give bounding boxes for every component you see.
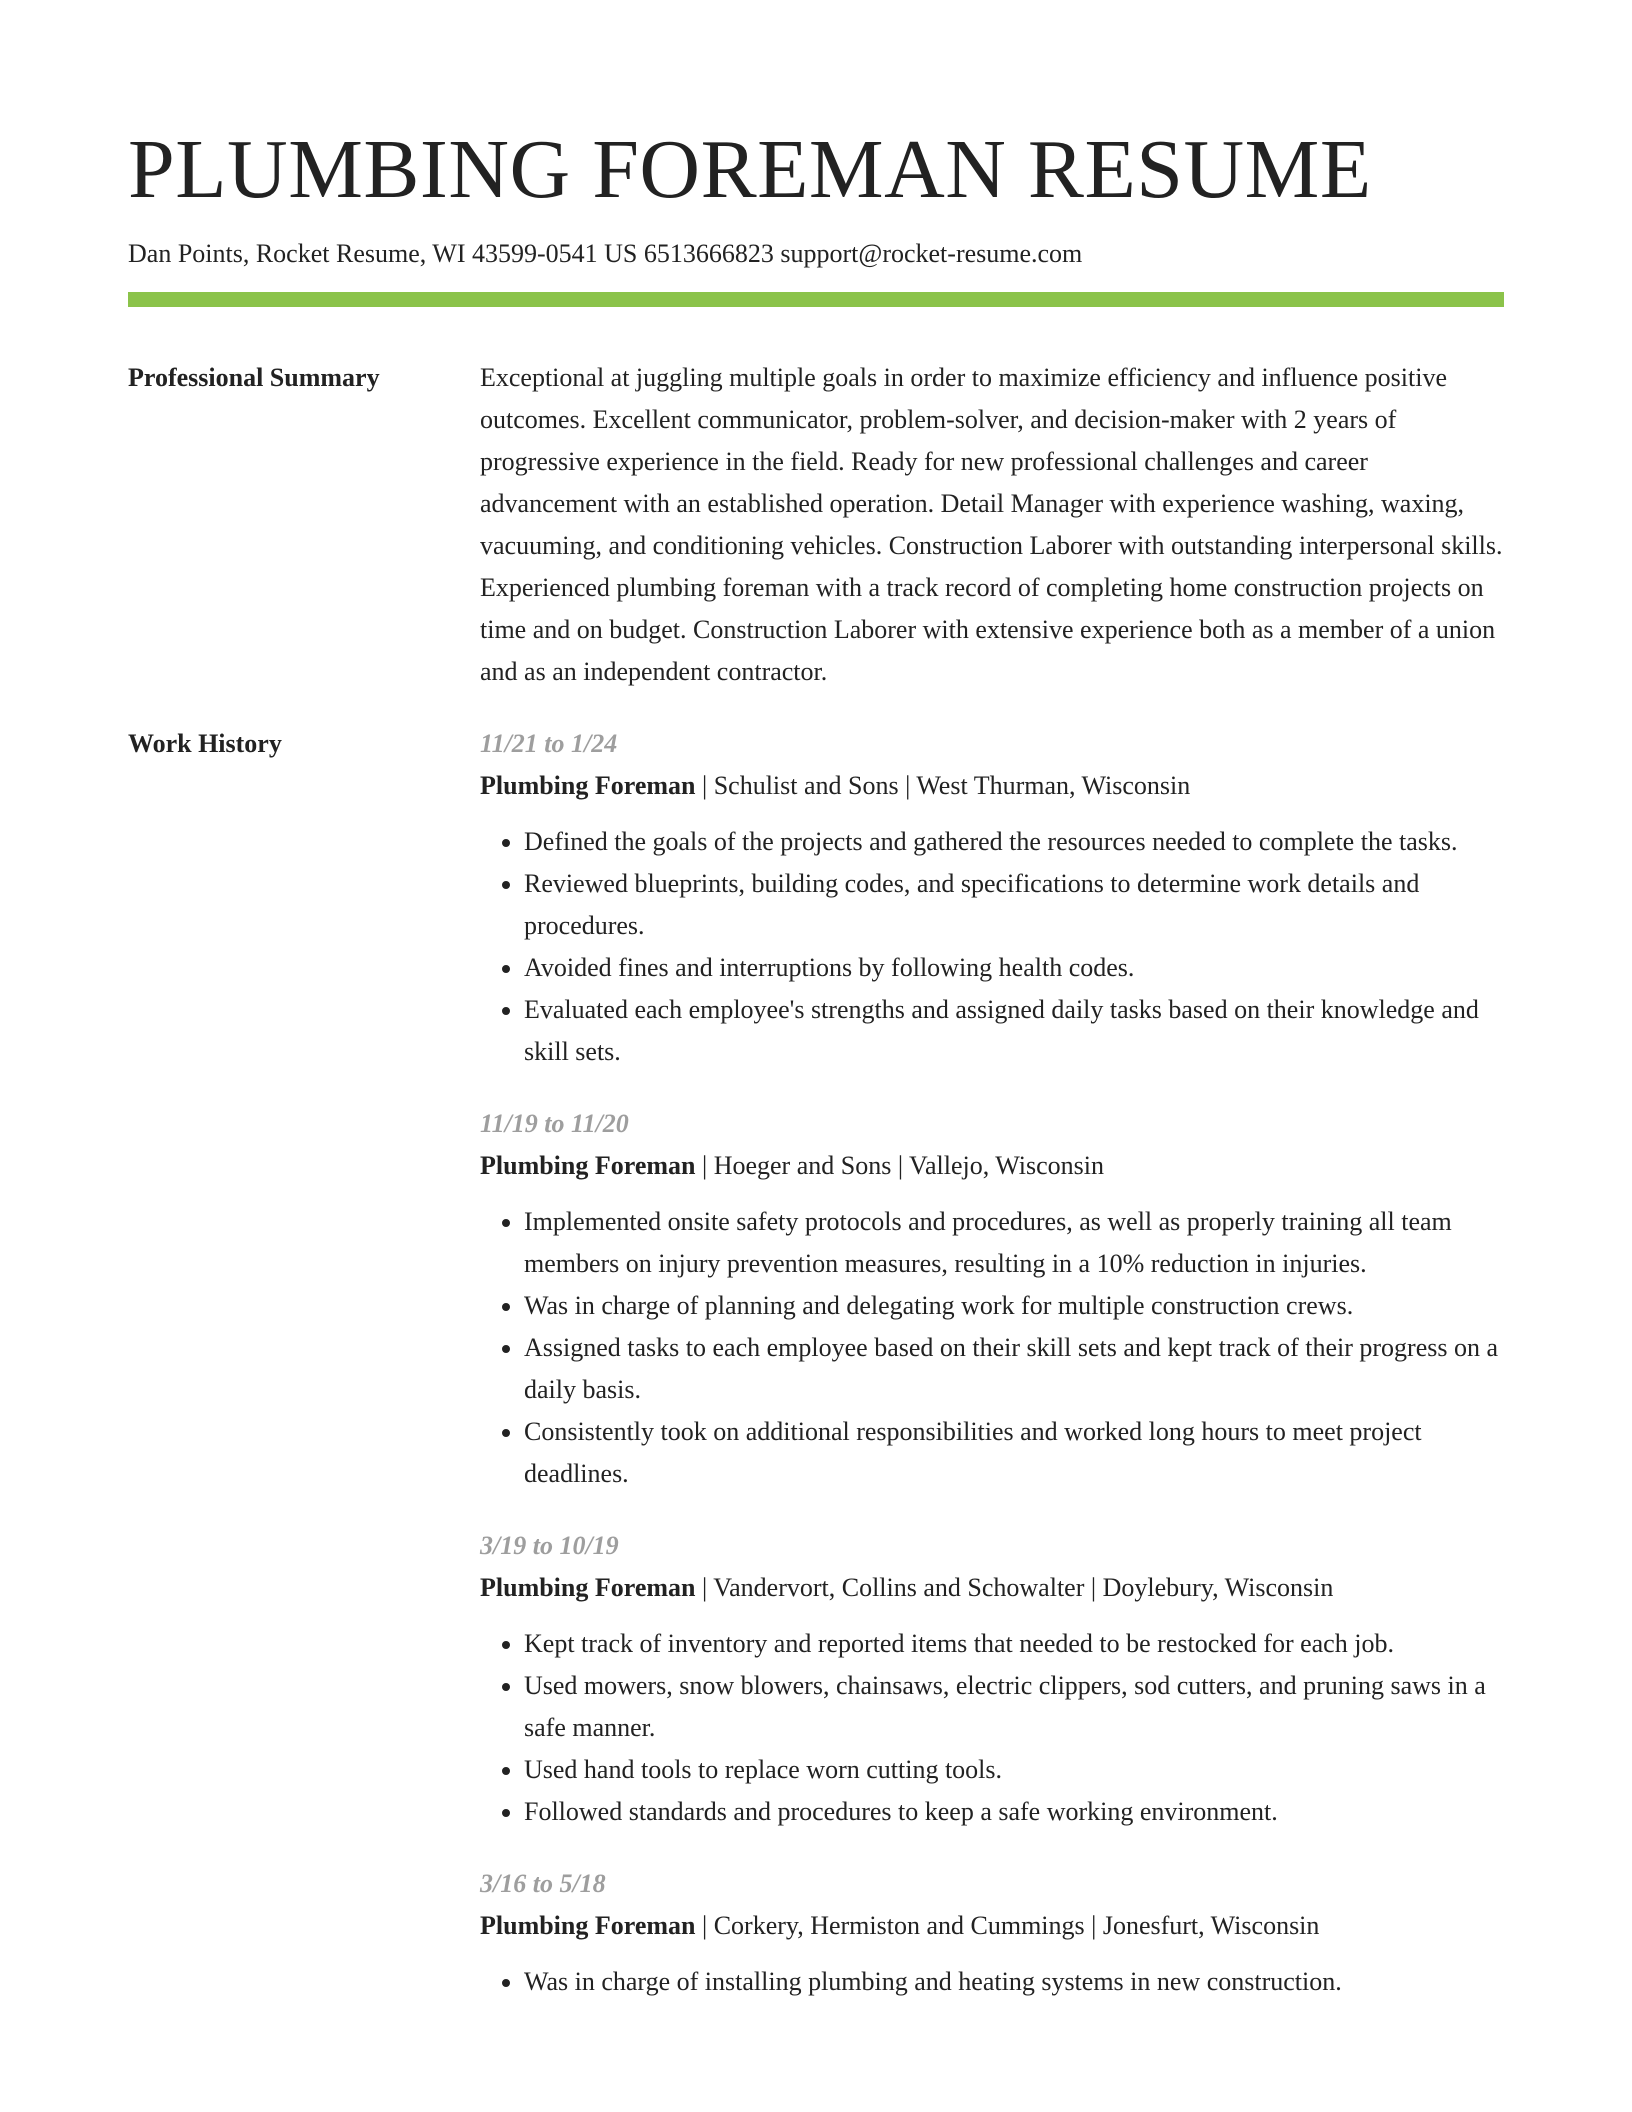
job-bullet: • Avoided fines and interruptions by following health codes.	[524, 947, 1504, 989]
job-bullet: • Reviewed blueprints, building codes, and specifications to determine work details and procedures.	[524, 863, 1504, 947]
job-employer-location: | Vandervort, Collins and Schowalter | Doylebury, Wisconsin	[695, 1573, 1334, 1602]
job-bullet-list	[480, 1623, 1504, 1833]
job-bullet: • Defined the goals of the projects and gathered the resources needed to complete the tasks.	[524, 821, 1504, 863]
job-dates: 3/16 to 5/18	[480, 1869, 606, 1898]
job-bullet: • Assigned tasks to each employee based on their skill sets and kept track of their progress on a daily basis.	[524, 1327, 1504, 1411]
job-entry	[480, 1863, 1504, 2003]
job-entry	[480, 1525, 1504, 1833]
job-entry	[480, 723, 1504, 1073]
job-bullet-list	[480, 1961, 1504, 2003]
job-bullet: • Followed standards and procedures to keep a safe working environment.	[524, 1791, 1504, 1833]
job-heading	[480, 1145, 1504, 1187]
header-divider	[128, 292, 1504, 307]
job-heading	[480, 1905, 1504, 1947]
job-title: Plumbing Foreman	[480, 771, 696, 800]
resume-title: PLUMBING FOREMAN RESUME	[128, 123, 1372, 216]
job-title: Plumbing Foreman	[480, 1151, 696, 1180]
job-bullet-list	[480, 1201, 1504, 1495]
job-bullet: • Was in charge of installing plumbing and heating systems in new construction.	[524, 1961, 1504, 2003]
contact-line: Dan Points, Rocket Resume, WI 43599-0541 US 6513666823 support@rocket-resume.com	[128, 239, 1083, 268]
job-heading	[480, 765, 1504, 807]
resume-page	[128, 0, 1504, 2033]
professional-summary-section	[128, 357, 1504, 693]
job-employer-location: | Corkery, Hermiston and Cummings | Jonesfurt, Wisconsin	[695, 1911, 1320, 1940]
job-dates: 11/19 to 11/20	[480, 1109, 629, 1138]
job-employer-location: | Schulist and Sons | West Thurman, Wisconsin	[695, 771, 1191, 800]
work-history-section	[128, 723, 1504, 2033]
job-bullet: • Implemented onsite safety protocols and procedures, as well as properly training all team members on injury prevention measures, resulting in a 10% reduction in injuries.	[524, 1201, 1504, 1285]
job-employer-location: | Hoeger and Sons | Vallejo, Wisconsin	[695, 1151, 1104, 1180]
section-label-work-history: Work History	[128, 729, 282, 758]
job-bullet: • Consistently took on additional responsibilities and worked long hours to meet project deadlines.	[524, 1411, 1504, 1495]
professional-summary-text: Exceptional at juggling multiple goals in order to maximize efficiency and influence positive outcomes. Excellent communicator, problem-solver, and decision-maker with 2 years of progressive experience in the field. Ready for new professional challenges and career advancement with an established operation. Detail Manager with experience washing, waxing, vacuuming, and conditioning vehicles. Construction Laborer with outstanding interpersonal skills. Experienced plumbing foreman with a track record of completing home construction projects on time and on budget. Construction Laborer with extensive experience both as a member of a union and as an independent contractor.	[480, 363, 1503, 686]
job-bullet: • Used mowers, snow blowers, chainsaws, electric clippers, sod cutters, and pruning saws in a safe manner.	[524, 1665, 1504, 1749]
job-bullet: • Used hand tools to replace worn cutting tools.	[524, 1749, 1504, 1791]
job-title: Plumbing Foreman	[480, 1911, 696, 1940]
job-dates: 11/21 to 1/24	[480, 729, 618, 758]
job-entry	[480, 1103, 1504, 1495]
section-label-professional-summary: Professional Summary	[128, 363, 380, 392]
job-dates: 3/19 to 10/19	[480, 1531, 619, 1560]
job-bullet: • Evaluated each employee's strengths and assigned daily tasks based on their knowledge and skill sets.	[524, 989, 1504, 1073]
job-bullet: • Kept track of inventory and reported items that needed to be restocked for each job.	[524, 1623, 1504, 1665]
job-title: Plumbing Foreman	[480, 1573, 696, 1602]
job-bullet-list	[480, 821, 1504, 1073]
job-heading	[480, 1567, 1504, 1609]
job-bullet: • Was in charge of planning and delegating work for multiple construction crews.	[524, 1285, 1504, 1327]
work-history-list	[480, 723, 1504, 2033]
